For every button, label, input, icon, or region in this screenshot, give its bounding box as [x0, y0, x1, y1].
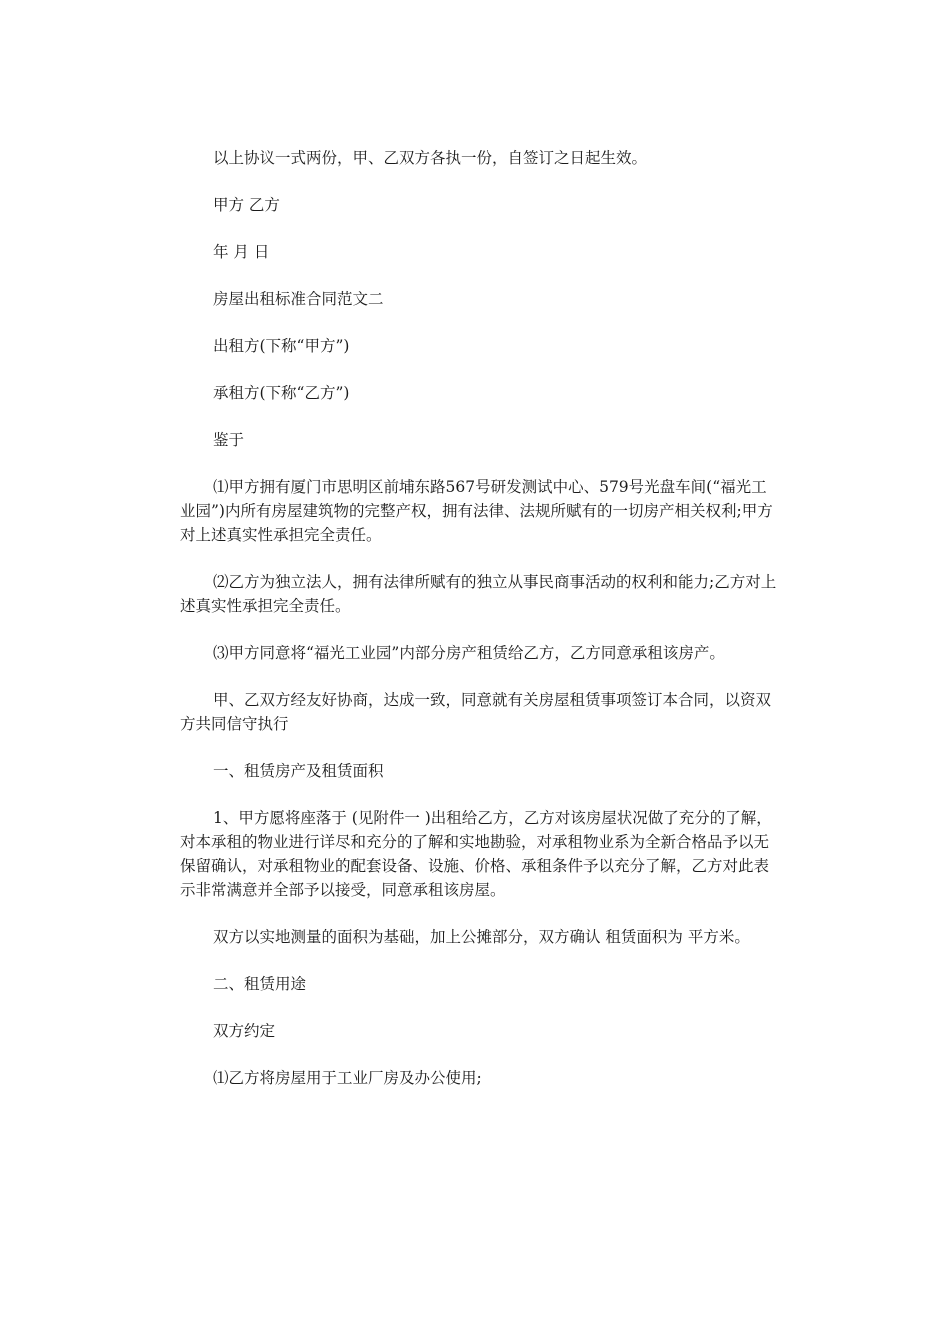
document-page — [180, 146, 780, 1113]
lessee-line: 承租方(下称“乙方”) — [213, 384, 350, 402]
recital-2: ⑵乙方为独立法人，拥有法律所赋有的独立从事民商事活动的权利和能力;乙方对上述真实性承担完全责任。 — [180, 573, 777, 615]
effective-clause: 以上协议一式两份，甲、乙双方各执一份，自签订之日起生效。 — [213, 149, 648, 167]
section-1-area-clause: 双方以实地测量的面积为基础，加上公摊部分，双方确认 租赁面积为 平方米。 — [213, 928, 750, 946]
signature-parties: 甲方 乙方 — [213, 196, 280, 214]
section-1-heading: 一、租赁房产及租赁面积 — [213, 762, 384, 780]
section-2-clause-1: ⑴乙方将房屋用于工业厂房及办公使用; — [213, 1069, 482, 1087]
section-2-heading: 二、租赁用途 — [213, 975, 307, 993]
whereas-heading: 鉴于 — [213, 431, 245, 449]
recital-1: ⑴甲方拥有厦门市思明区前埔东路567号研发测试中心、579号光盘车间(“福光工业园”)内所有房屋建筑物的完整产权，拥有法律、法规所赋有的一切房产相关权利;甲方对上述真实性承担完全责任。 — [180, 478, 773, 544]
recital-3: ⑶甲方同意将“福光工业园”内部分房产租赁给乙方，乙方同意承租该房产。 — [213, 644, 725, 662]
signature-date: 年 月 日 — [213, 243, 270, 261]
document-title: 房屋出租标准合同范文二 — [213, 290, 384, 308]
lessor-line: 出租方(下称“甲方”) — [213, 337, 350, 355]
section-2-intro: 双方约定 — [213, 1022, 276, 1040]
agreement-preamble: 甲、乙双方经友好协商，达成一致，同意就有关房屋租赁事项签订本合同，以资双方共同信守执行 — [180, 691, 772, 733]
section-1-clause-1: 1、甲方愿将座落于 (见附件一 )出租给乙方，乙方对该房屋状况做了充分的了解，对本承租的物业进行详尽和充分的了解和实地勘验，对承租物业系为全新合格品予以无保留确认，对承租物业的配套设备、设施、价格、承租条件予以充分了解，乙方对此表示非常满意并全部予以接受，同意承租该房屋。 — [180, 809, 772, 899]
